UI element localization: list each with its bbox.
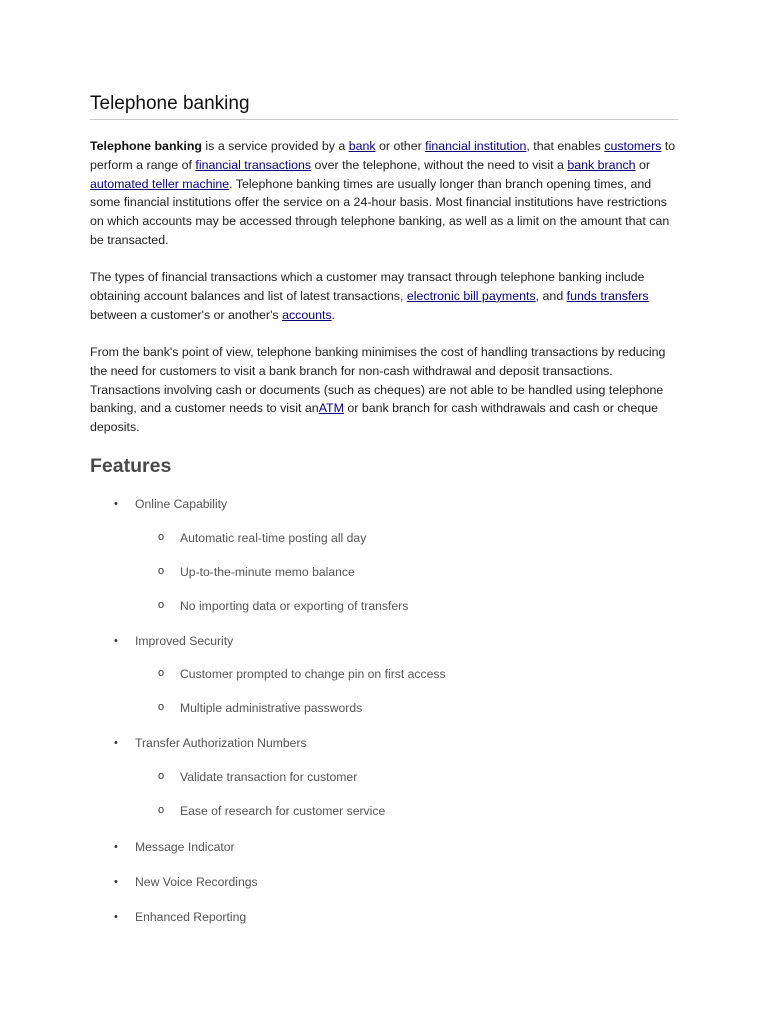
feature-sublabel: Ease of research for customer service	[180, 804, 386, 818]
feature-item	[114, 496, 228, 512]
feature-sublabel: Automatic real-time posting all day	[180, 531, 367, 545]
feature-item	[114, 735, 307, 751]
feature-subitem	[158, 769, 358, 785]
feature-sublabel: Up-to-the-minute memo balance	[180, 565, 355, 579]
feature-label: Enhanced Reporting	[135, 910, 247, 924]
link-customers[interactable]: customers	[604, 139, 662, 153]
feature-subitem	[158, 564, 355, 580]
text-span: . Telephone banking times are usually longer than branch opening times, and some financial institutions offer the service on a 24-hour basis. Most financial institutions have restrictions on which accounts may be accessed through telephone banking, as well as a limit on the amount that can be transacted.	[90, 176, 670, 247]
page-title: Telephone banking	[90, 92, 678, 120]
bullet-icon: •	[114, 876, 118, 888]
feature-subitem	[158, 803, 386, 819]
feature-subitem	[158, 598, 409, 614]
transactions-paragraph	[90, 268, 682, 324]
feature-label: Message Indicator	[135, 840, 235, 854]
feature-subitem	[158, 530, 367, 546]
text-span: between a customer's or another's	[90, 307, 283, 322]
link-financial-transactions[interactable]: financial transactions	[195, 157, 312, 172]
circle-bullet-icon: o	[158, 565, 165, 577]
link-automated-teller-machine[interactable]: automated teller machine	[90, 176, 230, 191]
bank-view-paragraph	[90, 343, 682, 437]
text-span: to perform a range of	[90, 139, 676, 172]
circle-bullet-icon: o	[158, 531, 165, 543]
text-span: is a service provided by a	[201, 139, 349, 153]
feature-sublabel: Customer prompted to change pin on first access	[180, 667, 446, 681]
text-span: or other	[375, 139, 426, 153]
circle-bullet-icon: o	[158, 701, 165, 713]
link-accounts[interactable]: accounts	[282, 307, 332, 322]
feature-label: Online Capability	[135, 497, 228, 511]
bullet-icon: •	[114, 841, 118, 853]
feature-item	[114, 633, 234, 649]
feature-label: Transfer Authorization Numbers	[135, 736, 307, 750]
text-span: or bank branch for cash withdrawals and cash or cheque deposits.	[90, 401, 658, 435]
bullet-icon: •	[114, 911, 118, 923]
link-electronic-bill-payments[interactable]: electronic bill payments	[406, 288, 536, 303]
text-span: , and	[535, 288, 567, 303]
bold-term: Telephone banking	[90, 139, 202, 153]
circle-bullet-icon: o	[158, 770, 165, 782]
link-funds-transfers[interactable]: funds transfers	[566, 288, 649, 303]
circle-bullet-icon: o	[158, 599, 165, 611]
feature-subitem	[158, 666, 446, 682]
intro-paragraph	[90, 137, 682, 250]
feature-item	[114, 839, 235, 855]
link-bank[interactable]: bank	[348, 139, 376, 153]
text-span: or	[635, 157, 651, 172]
circle-bullet-icon: o	[158, 667, 165, 679]
text-span: From the bank's point of view, telephone banking minimises the cost of handling transactions by reducing the need for customers to visit a bank branch for non-cash withdrawal and deposit transactions. Transactions involving cash or documents (such as cheques) are not able to be handled using telephone banking, and a customer needs to visit an	[90, 345, 666, 416]
bullet-icon: •	[114, 635, 118, 647]
link-bank-branch[interactable]: bank branch	[567, 157, 636, 172]
feature-sublabel: Multiple administrative passwords	[180, 701, 363, 715]
feature-subitem	[158, 700, 363, 716]
text-span: over the telephone, without the need to visit a	[311, 157, 568, 172]
bullet-icon: •	[114, 498, 118, 510]
feature-label: New Voice Recordings	[135, 875, 258, 889]
text-span: The types of financial transactions which a customer may transact through telephone banking include obtaining account balances and list of latest transactions,	[90, 270, 645, 303]
feature-sublabel: Validate transaction for customer	[180, 770, 358, 784]
feature-item	[114, 874, 258, 890]
bullet-icon: •	[114, 737, 118, 749]
features-heading: Features	[90, 455, 172, 477]
text-span: , that enables	[526, 139, 605, 153]
feature-sublabel: No importing data or exporting of transfers	[180, 599, 409, 613]
circle-bullet-icon: o	[158, 804, 165, 816]
link-atm[interactable]: ATM	[318, 401, 344, 416]
text-span: .	[331, 307, 336, 322]
link-financial-institution[interactable]: financial institution	[425, 139, 527, 153]
feature-label: Improved Security	[135, 634, 234, 648]
feature-item	[114, 909, 247, 925]
